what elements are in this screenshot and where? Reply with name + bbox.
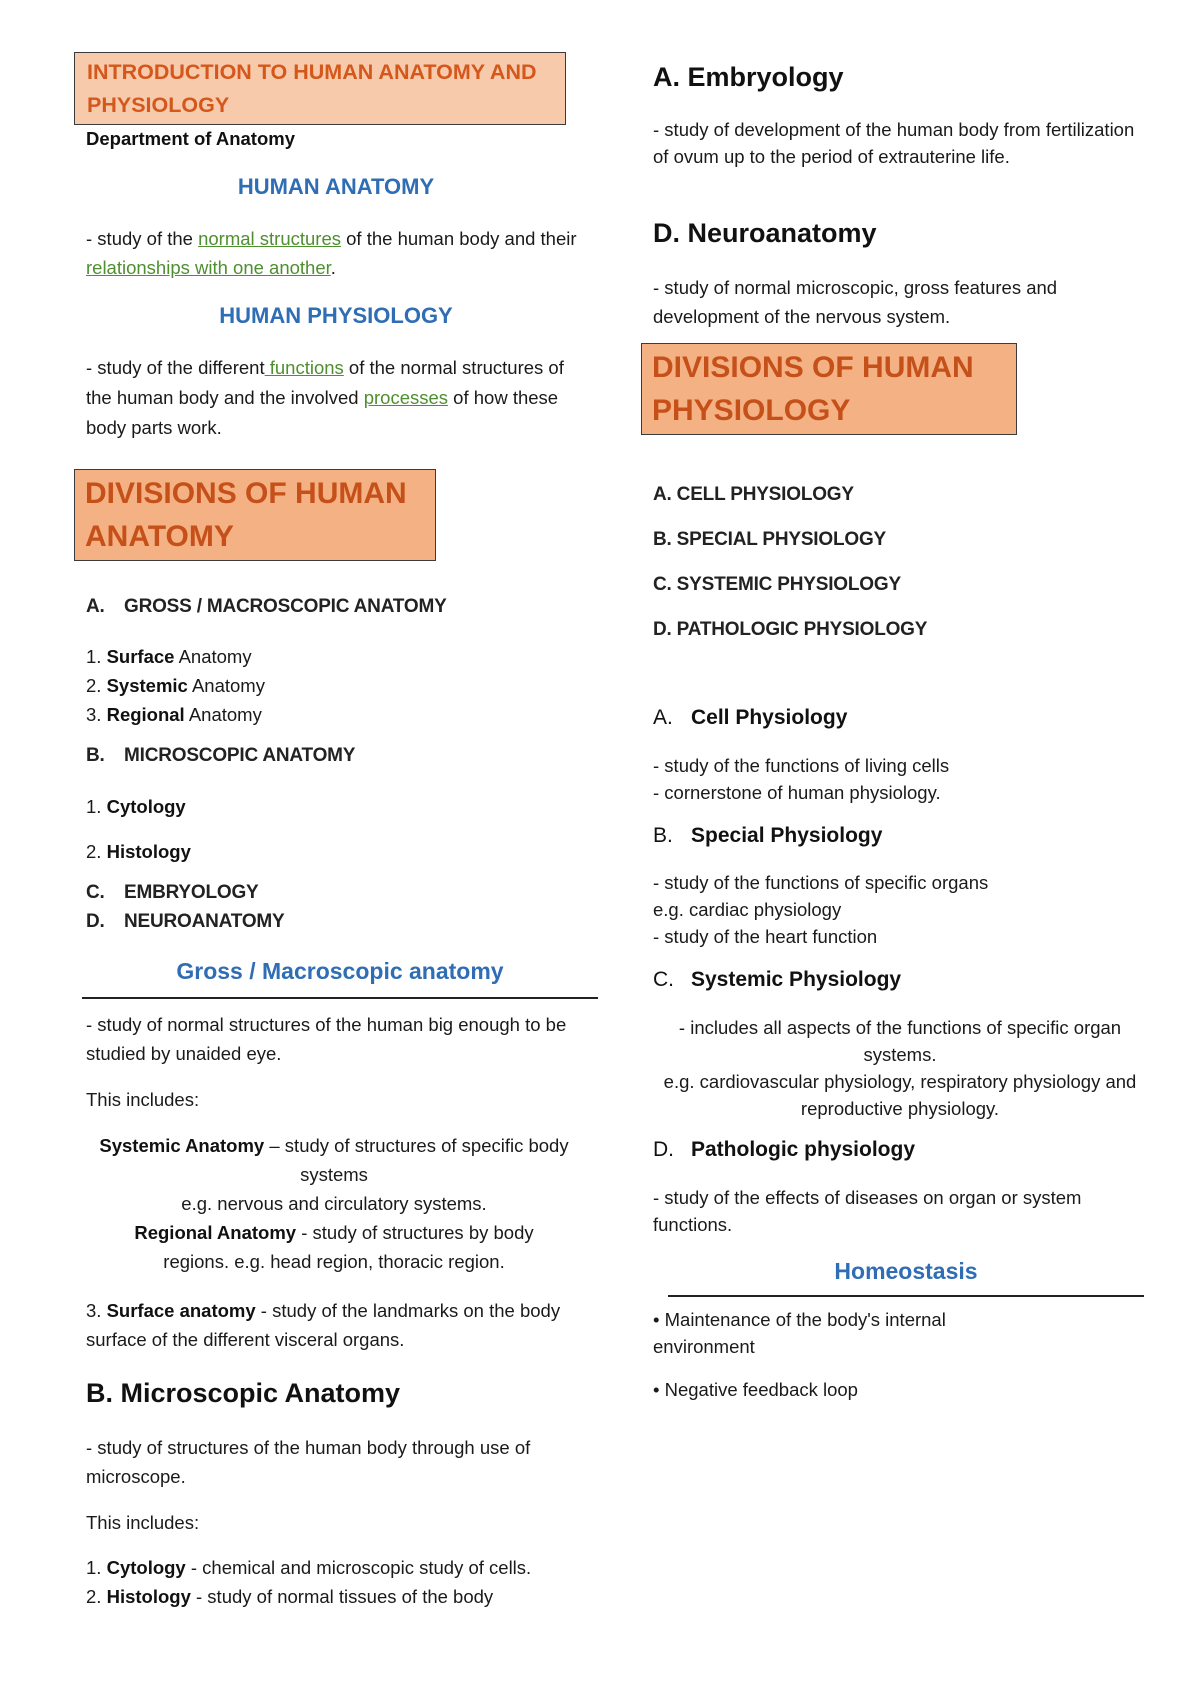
divisions-physiology-heading: DIVISIONS OF HUMAN PHYSIOLOGY <box>652 351 974 427</box>
cell-label: A. <box>653 706 673 729</box>
human-physiology-definition <box>86 353 566 443</box>
micro-num: 2. <box>86 841 107 862</box>
cell-line: - cornerstone of human physiology. <box>653 782 941 803</box>
gross-rest: Anatomy <box>187 675 265 696</box>
regional-anatomy-term: Regional Anatomy <box>134 1222 297 1243</box>
physiology-def-text-2: of the normal structures of the human body and the involved <box>86 357 564 408</box>
gross-includes-block <box>96 1131 572 1276</box>
neuroanatomy-definition: - study of normal microscopic, gross features and development of the nervous system. <box>653 277 1058 327</box>
microscopic-anatomy-heading: B. Microscopic Anatomy <box>86 1378 401 1408</box>
pathologic-physiology-heading <box>653 1138 915 1162</box>
systemic-physiology-lines <box>653 1014 1147 1122</box>
homeostasis-rule <box>668 1295 1144 1297</box>
outline-text-d: NEUROANATOMY <box>124 911 285 932</box>
histology-desc: - study of normal tissues of the body <box>190 1586 494 1607</box>
human-anatomy-heading: HUMAN ANATOMY <box>237 174 435 199</box>
regional-anatomy-desc: - study of structures by body regions. e.g. head region, thoracic region. <box>163 1222 534 1272</box>
gross-rest: Anatomy <box>184 704 262 725</box>
cell-line: - study of the functions of living cells <box>653 755 950 776</box>
homeostasis-heading: Homeostasis <box>834 1258 978 1284</box>
document-title: INTRODUCTION TO HUMAN ANATOMY AND PHYSIOLOGY <box>87 60 537 117</box>
processes-link: processes <box>363 387 449 408</box>
physiology-def-end: of how these body parts work. <box>86 387 559 438</box>
systemic-anatomy-term: Systemic Anatomy <box>99 1135 265 1156</box>
systemic-anatomy-desc: – study of structures of specific body systems <box>264 1135 569 1185</box>
cytology-entry <box>86 1553 531 1582</box>
surface-num: 3. <box>86 1300 107 1321</box>
systemic-physiology-heading <box>653 968 901 992</box>
micro-bold: Cytology <box>106 796 186 817</box>
phys-list-item-systemic: C. SYSTEMIC PHYSIOLOGY <box>653 574 901 595</box>
outline-label-d: D. <box>86 911 105 932</box>
outline-item-embryology <box>86 882 259 904</box>
cytology-num: 1. <box>86 1557 107 1578</box>
divisions-physiology-box <box>641 343 1017 435</box>
systemic-anatomy-example: e.g. nervous and circulatory systems. <box>181 1193 487 1214</box>
micro-num: 1. <box>86 796 107 817</box>
divisions-anatomy-heading: DIVISIONS OF HUMAN ANATOMY <box>85 477 407 553</box>
microscopic-anatomy-definition: - study of structures of the human body through use of microscope. <box>86 1437 531 1487</box>
special-line: - study of the functions of specific organs <box>653 872 989 893</box>
physiology-def-text: - study of the different <box>86 357 265 378</box>
pathologic-label: D. <box>653 1138 674 1161</box>
neuroanatomy-heading: D. Neuroanatomy <box>653 218 877 248</box>
outline-label-a: A. <box>86 596 105 617</box>
special-physiology-heading <box>653 824 882 848</box>
gross-item-surface <box>86 643 252 670</box>
histology-num: 2. <box>86 1586 107 1607</box>
pathologic-heading-text: Pathologic physiology <box>691 1138 916 1161</box>
systemic-anatomy-entry <box>96 1131 572 1189</box>
systemic-label: C. <box>653 968 674 991</box>
anatomy-def-text: - study of the <box>86 228 199 249</box>
histology-entry <box>86 1582 493 1611</box>
outline-label-b: B. <box>86 745 105 766</box>
surface-anatomy-term: Surface anatomy <box>106 1300 256 1321</box>
outline-label-c: C. <box>86 882 105 903</box>
gross-anatomy-heading: Gross / Macroscopic anatomy <box>176 958 504 984</box>
cell-physiology-heading <box>653 706 847 730</box>
systemic-line-1: - includes all aspects of the functions of specific organ systems. <box>678 1017 1122 1065</box>
gross-rest: Anatomy <box>174 646 252 667</box>
surface-anatomy-desc: - study of the landmarks on the body surface of the different visceral organs. <box>86 1300 561 1350</box>
cytology-desc: - chemical and microscopic study of cells. <box>185 1557 532 1578</box>
systemic-heading-text: Systemic Physiology <box>691 968 902 991</box>
gross-num: 2. <box>86 675 107 696</box>
phys-list-item-cell: A. CELL PHYSIOLOGY <box>653 484 854 505</box>
outline-text-a: GROSS / MACROSCOPIC ANATOMY <box>124 596 447 617</box>
gross-heading-rule <box>82 997 598 999</box>
cell-heading-text: Cell Physiology <box>691 706 848 729</box>
micro-item-histology <box>86 837 191 866</box>
micro-bold: Histology <box>106 841 191 862</box>
special-heading-text: Special Physiology <box>691 824 883 847</box>
surface-anatomy-entry <box>86 1296 566 1354</box>
homeostasis-item-maintenance: • Maintenance of the body's internal environment <box>653 1309 946 1357</box>
functions-link: functions <box>264 357 344 378</box>
outline-item-micro <box>86 745 355 767</box>
regional-anatomy-entry <box>96 1218 572 1276</box>
document-title-box <box>74 52 566 125</box>
gross-anatomy-definition: - study of normal structures of the human big enough to be studied by unaided eye. <box>86 1014 567 1064</box>
outline-item-neuroanatomy <box>86 911 285 933</box>
special-line: e.g. cardiac physiology <box>653 899 842 920</box>
human-anatomy-definition <box>86 224 586 282</box>
divisions-anatomy-box <box>74 469 436 561</box>
pathologic-physiology-line: - study of the effects of diseases on organ or system functions. <box>653 1187 1082 1235</box>
outline-text-c: EMBRYOLOGY <box>124 882 259 903</box>
gross-item-systemic <box>86 672 265 699</box>
histology-term: Histology <box>106 1586 191 1607</box>
embryology-heading: A. Embryology <box>653 62 844 92</box>
outline-text-b: MICROSCOPIC ANATOMY <box>124 745 356 766</box>
special-physiology-lines <box>653 869 988 950</box>
systemic-line-2: e.g. cardiovascular physiology, respiratory physiology and reproductive physiology. <box>663 1071 1137 1119</box>
outline-item-gross <box>86 596 447 618</box>
embryology-definition: - study of development of the human body from fertilization of ovum up to the period of extrauterine life. <box>653 119 1135 167</box>
gross-this-includes: This includes: <box>86 1089 200 1110</box>
normal-structures-link: normal structures <box>198 228 341 249</box>
cell-physiology-lines <box>653 752 949 806</box>
homeostasis-item-feedback: • Negative feedback loop <box>653 1379 858 1400</box>
micro-item-cytology <box>86 792 186 821</box>
gross-bold: Regional <box>106 704 185 725</box>
gross-num: 3. <box>86 704 107 725</box>
gross-num: 1. <box>86 646 107 667</box>
cytology-term: Cytology <box>106 1557 186 1578</box>
anatomy-def-text-2: of the human body and their <box>341 228 577 249</box>
special-line: - study of the heart function <box>653 926 878 947</box>
human-physiology-heading: HUMAN PHYSIOLOGY <box>219 303 453 328</box>
relationships-link: relationships with one another <box>86 257 331 278</box>
gross-bold: Surface <box>106 646 175 667</box>
phys-list-item-pathologic: D. PATHOLOGIC PHYSIOLOGY <box>653 619 928 640</box>
special-label: B. <box>653 824 673 847</box>
phys-list-item-special: B. SPECIAL PHYSIOLOGY <box>653 529 886 550</box>
gross-bold: Systemic <box>106 675 188 696</box>
department-label: Department of Anatomy <box>86 128 296 149</box>
micro-this-includes: This includes: <box>86 1512 200 1533</box>
gross-item-regional <box>86 701 262 728</box>
anatomy-def-end: . <box>330 257 336 278</box>
